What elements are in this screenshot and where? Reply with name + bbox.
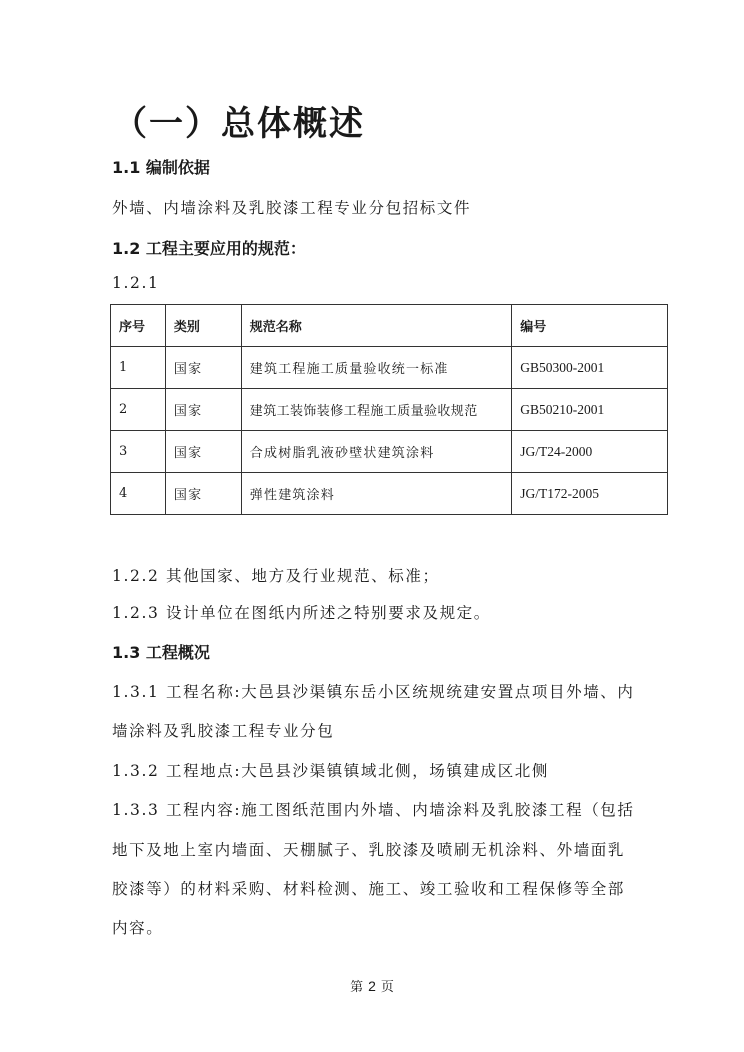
document-title: （一）总体概述 (113, 104, 365, 144)
project-name-line-1: 1.3.1 工程名称:大邑县沙渠镇东岳小区统规统建安置点项目外墙、内 (112, 683, 635, 701)
project-content-line-1: 1.3.3 工程内容:施工图纸范围内外墙、内墙涂料及乳胶漆工程（包括 (112, 801, 635, 819)
cell-standard-name: 建筑工程施工质量验收统一标准 (241, 347, 511, 389)
header-category: 类别 (165, 305, 241, 347)
cell-index: 1 (111, 347, 166, 389)
cell-standard-name: 弹性建筑涂料 (241, 473, 511, 515)
subsection-1-2-3: 1.2.3 设计单位在图纸内所述之特别要求及规定。 (112, 604, 491, 622)
standards-table (110, 304, 668, 515)
section-1-1-text: 外墙、内墙涂料及乳胶漆工程专业分包招标文件 (112, 199, 472, 217)
page-footer (0, 976, 744, 995)
cell-code: JG/T24-2000 (512, 431, 668, 473)
table-row (111, 431, 668, 473)
cell-category: 国家 (165, 389, 241, 431)
table-row (111, 347, 668, 389)
subsection-1-2-1: 1.2.1 (112, 274, 160, 292)
cell-index: 3 (111, 431, 166, 473)
page-prefix: 第 (350, 980, 364, 995)
project-location: 1.3.2 工程地点:大邑县沙渠镇镇域北侧，场镇建成区北侧 (112, 762, 549, 780)
subsection-1-2-2: 1.2.2 其他国家、地方及行业规范、标准； (112, 567, 440, 585)
project-content-line-4: 内容。 (112, 919, 164, 937)
section-heading-1-3: 1.3 工程概况 (112, 643, 210, 662)
header-index: 序号 (111, 305, 166, 347)
cell-standard-name: 合成树脂乳液砂壁状建筑涂料 (241, 431, 511, 473)
page-suffix: 页 (380, 980, 394, 995)
table-header-row (111, 305, 668, 347)
cell-index: 2 (111, 389, 166, 431)
project-content-line-2: 地下及地上室内墙面、天棚腻子、乳胶漆及喷刷无机涂料、外墙面乳 (112, 841, 626, 859)
cell-category: 国家 (165, 473, 241, 515)
header-code: 编号 (512, 305, 668, 347)
cell-category: 国家 (165, 431, 241, 473)
cell-code: GB50210-2001 (512, 389, 668, 431)
cell-code: GB50300-2001 (512, 347, 668, 389)
cell-category: 国家 (165, 347, 241, 389)
project-name-line-2: 墙涂料及乳胶漆工程专业分包 (112, 722, 335, 740)
header-standard-name: 规范名称 (241, 305, 511, 347)
table-row (111, 389, 668, 431)
cell-index: 4 (111, 473, 166, 515)
project-content-line-3: 胶漆等）的材料采购、材料检测、施工、竣工验收和工程保修等全部 (112, 880, 626, 898)
cell-code: JG/T172-2005 (512, 473, 668, 515)
page-number: 2 (368, 978, 376, 994)
section-heading-1-1: 1.1 编制依据 (112, 158, 210, 177)
section-heading-1-2: 1.2 工程主要应用的规范： (112, 239, 306, 258)
table-row (111, 473, 668, 515)
cell-standard-name: 建筑工装饰装修工程施工质量验收规范 (241, 389, 511, 431)
